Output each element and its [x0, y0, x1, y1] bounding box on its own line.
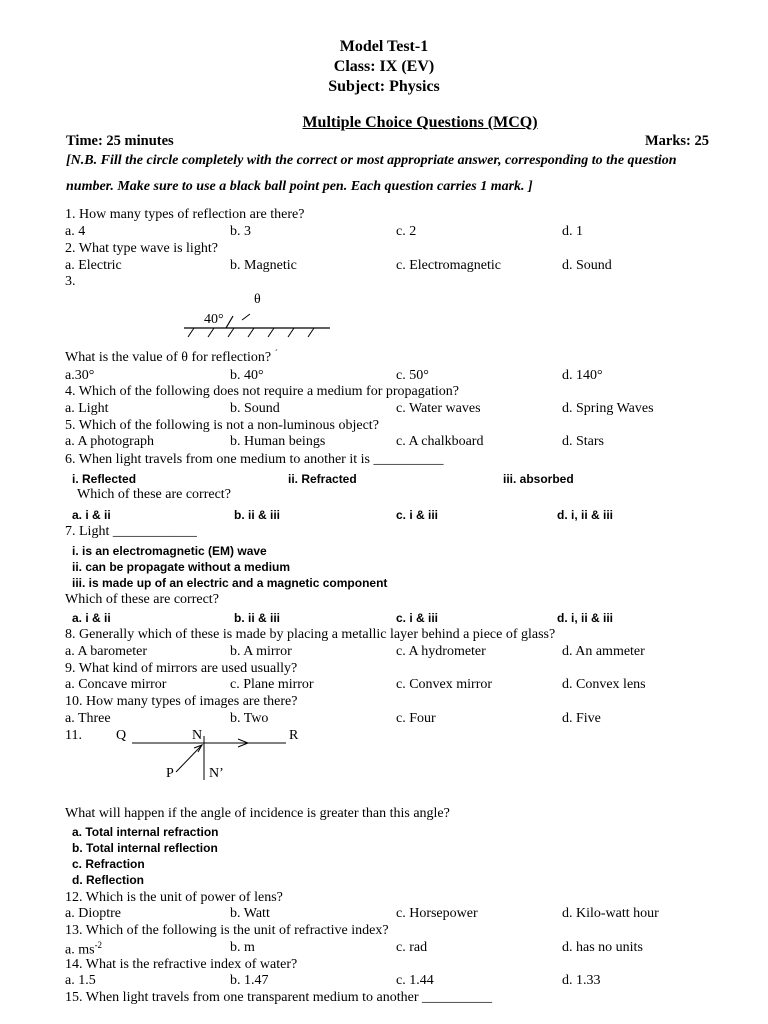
question-11: What will happen if the angle of incidence is greater than this angle?: [65, 806, 450, 821]
option-b: b. 40°: [230, 368, 264, 383]
question-5: 5. Which of the following is not a non-luminous object?: [65, 418, 379, 433]
option-a: a. Light: [65, 401, 109, 416]
option-a: a. Concave mirror: [65, 677, 167, 692]
option-a: a. 1.5: [65, 973, 96, 988]
theta-label: θ: [254, 292, 261, 307]
question-3: What is the value of θ for reflection? ´: [65, 349, 278, 365]
question-1: 1. How many types of reflection are there?: [65, 207, 305, 222]
statement-iii: iii. is made up of an electric and a magnetic component: [72, 576, 388, 590]
angle-label: 40°: [204, 312, 224, 327]
question-12: 12. Which is the unit of power of lens?: [65, 890, 283, 905]
question-15: 15. When light travels from one transparent medium to another __________: [65, 990, 493, 1005]
option-d: d. 1.33: [562, 973, 601, 988]
option-b: c. Plane mirror: [230, 677, 314, 692]
time-label: Time: 25 minutes: [66, 133, 174, 149]
option-a: a. Three: [65, 711, 111, 726]
statement-ii: ii. can be propagate without a medium: [72, 560, 291, 574]
option-d: d. i, ii & iii: [557, 508, 614, 522]
point-r-label: R: [289, 728, 299, 743]
option-c: c. 1.44: [396, 973, 434, 988]
question-8: 8. Generally which of these is made by placing a metallic layer behind a piece of glass?: [65, 627, 556, 642]
statement-iii: iii. absorbed: [503, 472, 574, 486]
question-11-number: 11.: [65, 728, 82, 743]
question-7-prompt: Which of these are correct?: [65, 592, 219, 607]
instruction-text: [N.B. Fill the circle completely with the correct or most appropriate answer, corresponding to the question number. Make sure to use a black ball point pen. Each question carries 1 mark. ]: [66, 153, 677, 194]
question-6: 6. When light travels from one medium to another it is __________: [65, 452, 444, 467]
class-label: Class: IX (EV): [333, 58, 435, 75]
point-n-prime-label: N’: [209, 766, 224, 781]
statement-d: d. Reflection: [72, 873, 145, 887]
option-c: c. Four: [396, 711, 436, 726]
marks-label: Marks: 25: [644, 133, 709, 149]
question-4: 4. Which of the following does not require a medium for propagation?: [65, 384, 459, 399]
option-a: a. i & ii: [72, 508, 111, 522]
option-b: b. ii & iii: [234, 508, 281, 522]
statement-b: b. Total internal reflection: [72, 841, 218, 855]
option-d: d. i, ii & iii: [557, 611, 614, 625]
option-c: c. i & iii: [396, 508, 439, 522]
option-d: d. has no units: [562, 940, 643, 955]
option-c: c. Water waves: [396, 401, 481, 416]
option-d: d. Sound: [562, 258, 612, 273]
question-9: 9. What kind of mirrors are used usually?: [65, 661, 298, 676]
option-b: b. Watt: [230, 906, 270, 921]
option-a: a. Electric: [65, 258, 122, 273]
point-q-label: Q: [116, 728, 127, 743]
option-d: d. Stars: [562, 434, 604, 449]
option-c: c. A chalkboard: [396, 434, 484, 449]
option-b: b. 3: [230, 224, 251, 239]
option-b: b. Two: [230, 711, 269, 726]
option-b: b. Magnetic: [230, 258, 297, 273]
question-2: 2. What type wave is light?: [65, 241, 218, 256]
option-a: a. i & ii: [72, 611, 111, 625]
option-a: a. Dioptre: [65, 906, 121, 921]
option-c: c. i & iii: [396, 611, 439, 625]
option-b: b. Sound: [230, 401, 280, 416]
statement-i: i. is an electromagnetic (EM) wave: [72, 544, 267, 558]
option-d: d. 140°: [562, 368, 603, 383]
option-b: b. 1.47: [230, 973, 269, 988]
question-14: 14. What is the refractive index of water?: [65, 957, 298, 972]
statement-i: i. Reflected: [72, 472, 137, 486]
section-title: Multiple Choice Questions (MCQ): [302, 114, 538, 131]
option-d: d. Five: [562, 711, 601, 726]
option-c: c. Convex mirror: [396, 677, 493, 692]
statement-a: a. Total internal refraction: [72, 825, 219, 839]
point-p-label: P: [166, 766, 174, 781]
statement-ii: ii. Refracted: [288, 472, 357, 486]
option-c: c. 2: [396, 224, 417, 239]
option-b: b. m: [230, 940, 255, 955]
option-d: d. Spring Waves: [562, 401, 654, 416]
refraction-diagram: [128, 736, 288, 786]
point-n-label: N: [192, 728, 203, 743]
option-d: d. Kilo-watt hour: [562, 906, 659, 921]
option-a: a. A barometer: [65, 644, 148, 659]
question-7: 7. Light ____________: [65, 524, 197, 539]
option-a: a. $ms^{-2}$: [65, 940, 103, 958]
option-d: d. Convex lens: [562, 677, 646, 692]
option-c: c. Horsepower: [396, 906, 478, 921]
question-6-prompt: Which of these are correct?: [77, 487, 231, 502]
option-c: c. rad: [396, 940, 428, 955]
option-b: b. A mirror: [230, 644, 292, 659]
option-d: d. An ammeter: [562, 644, 645, 659]
question-3-number: 3.: [65, 274, 76, 289]
question-10: 10. How many types of images are there?: [65, 694, 298, 709]
statement-c: c. Refraction: [72, 857, 145, 871]
option-a: a.30°: [65, 368, 95, 383]
subject-label: Subject: Physics: [328, 78, 440, 95]
option-b: b. Human beings: [230, 434, 326, 449]
option-c: c. 50°: [396, 368, 429, 383]
option-c: c. Electromagnetic: [396, 258, 501, 273]
option-c: c. A hydrometer: [396, 644, 486, 659]
option-a: a. 4: [65, 224, 86, 239]
test-title: Model Test-1: [339, 38, 429, 55]
option-d: d. 1: [562, 224, 583, 239]
option-a: a. A photograph: [65, 434, 155, 449]
option-b: b. ii & iii: [234, 611, 281, 625]
question-13: 13. Which of the following is the unit of refractive index?: [65, 923, 389, 938]
